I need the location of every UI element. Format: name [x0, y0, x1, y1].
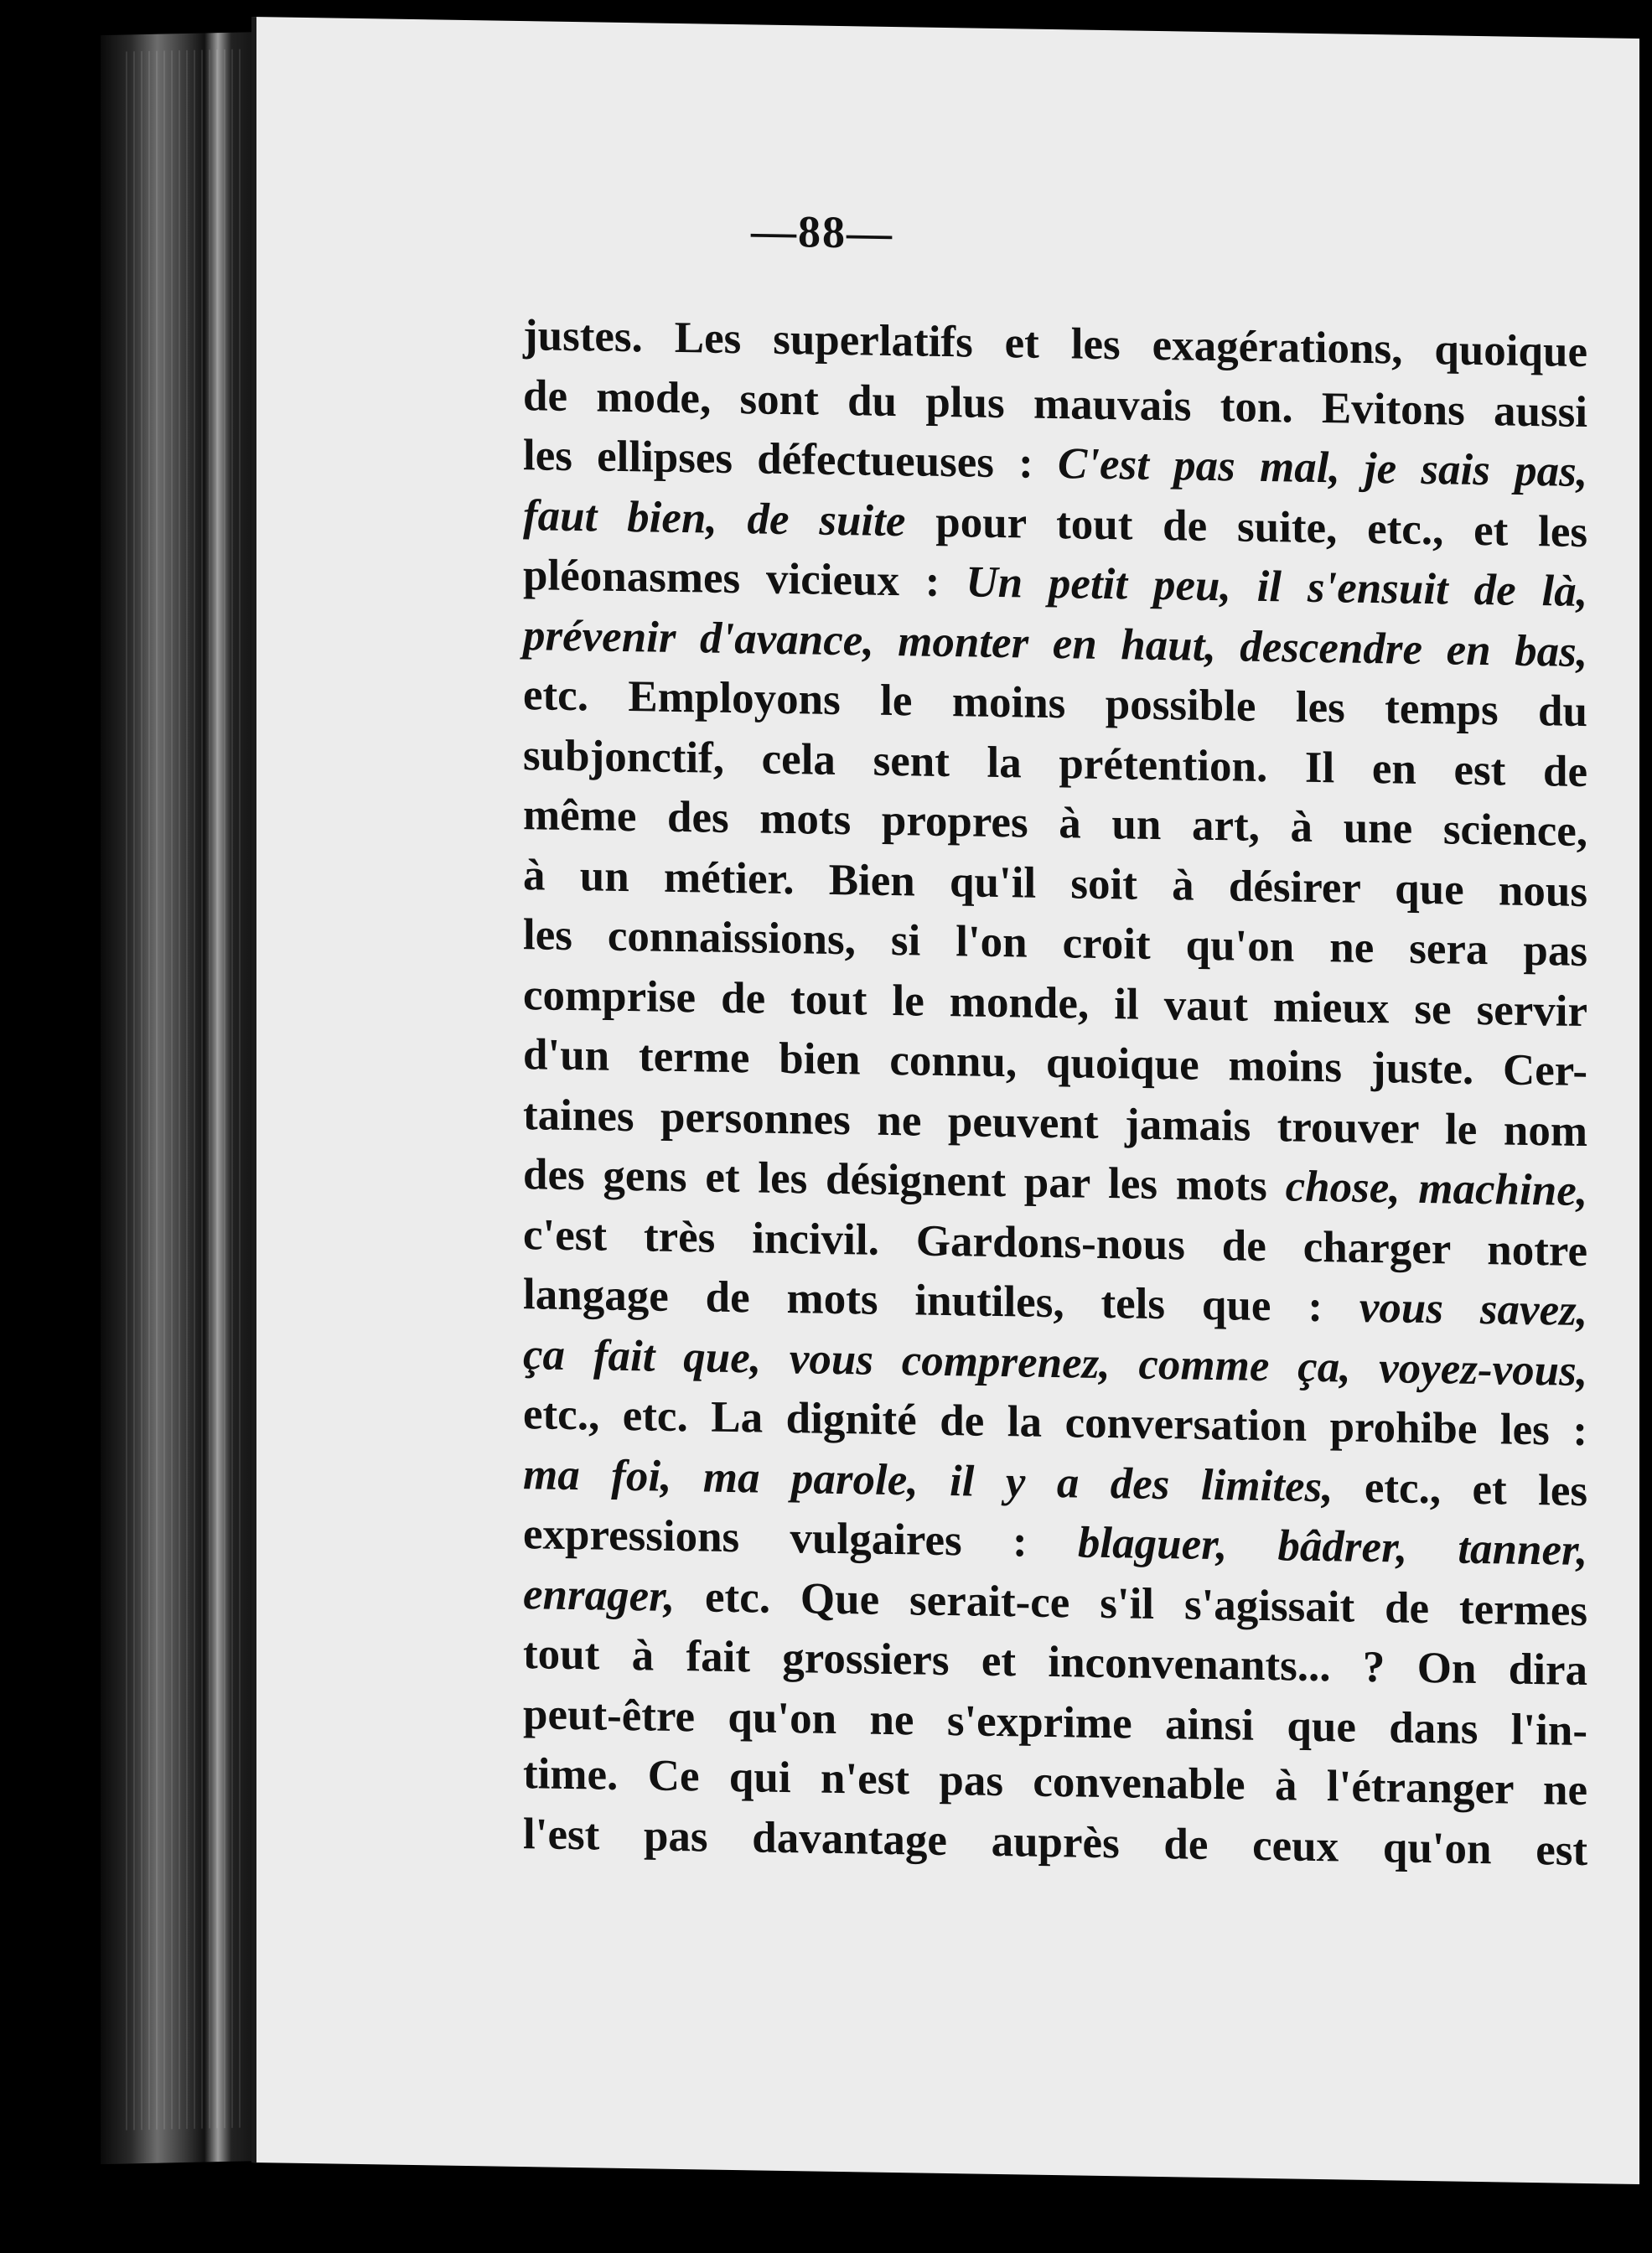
text-segment: subjonctif, cela sent la prétention. Il en est de: [523, 730, 1587, 796]
text-segment: etc., et les: [1333, 1462, 1587, 1515]
body-text: [523, 306, 1587, 1881]
page-number: —88—: [751, 205, 893, 259]
italic-phrase: Un petit peu, il s'ensuit de là,: [966, 557, 1587, 617]
text-segment: l'est pas davantage auprès de ceux qu'on est: [523, 1809, 1587, 1875]
text-segment: comprise de tout le monde, il vaut mieux se servir: [523, 970, 1587, 1036]
text-segment: des gens et les désignent par les mots: [523, 1150, 1286, 1211]
text-segment: d'un terme bien connu, quoique moins juste. Cer-: [523, 1030, 1587, 1096]
text-segment: etc., etc. La dignité de la conversation prohibe les :: [523, 1390, 1587, 1456]
text-segment: même des mots propres à un art, à une science,: [523, 790, 1587, 857]
text-segment: justes. Les superlatifs et les exagérations, quoique: [523, 311, 1587, 377]
italic-phrase: faut bien, de suite: [523, 490, 906, 546]
text-segment: les ellipses défectueuses :: [523, 431, 1058, 489]
italic-phrase: C'est pas mal, je sais pas,: [1057, 439, 1587, 497]
text-segment: de mode, sont du plus mauvais ton. Evitons aussi: [523, 370, 1587, 437]
italic-phrase: blaguer, bâdrer, tanner,: [1077, 1518, 1587, 1576]
text-segment: c'est très incivil. Gardons-nous de charger notre: [523, 1209, 1587, 1276]
text-segment: expressions vulgaires :: [523, 1510, 1078, 1567]
italic-phrase: ça fait que, vous comprenez, comme ça, voyez-vous,: [523, 1329, 1587, 1396]
text-segment: pléonasmes vicieux :: [523, 551, 966, 607]
text-segment: peut-être qu'on ne s'exprime ainsi que dans l'in-: [523, 1689, 1587, 1755]
text-segment: langage de mots inutiles, tels que :: [523, 1270, 1359, 1332]
text-segment: time. Ce qui n'est pas convenable à l'étranger ne: [523, 1749, 1587, 1815]
text-segment: à un métier. Bien qu'il soit à désirer que nous: [523, 850, 1587, 916]
book-page: [251, 17, 1639, 2184]
text-segment: tout à fait grossiers et inconvenants... ? On dira: [523, 1629, 1587, 1696]
italic-phrase: chose, machine,: [1285, 1162, 1587, 1216]
page-stack-lines: [126, 49, 243, 2131]
italic-phrase: ma foi, ma parole, il y a des limites,: [523, 1449, 1334, 1511]
text-segment: les connaissions, si l'on croit qu'on ne sera pas: [523, 910, 1587, 976]
text-segment: taines personnes ne peuvent jamais trouver le nom: [523, 1090, 1587, 1156]
italic-phrase: prévenir d'avance, monter en haut, descendre en bas,: [523, 610, 1587, 676]
text-segment: pour tout de suite, etc., et les: [905, 496, 1587, 557]
text-segment: etc. Que serait-ce s'il s'agissait de termes: [675, 1572, 1587, 1635]
text-segment: etc. Employons le moins possible les temps du: [523, 671, 1587, 737]
italic-phrase: enrager,: [523, 1569, 676, 1621]
italic-phrase: vous savez,: [1359, 1282, 1587, 1336]
